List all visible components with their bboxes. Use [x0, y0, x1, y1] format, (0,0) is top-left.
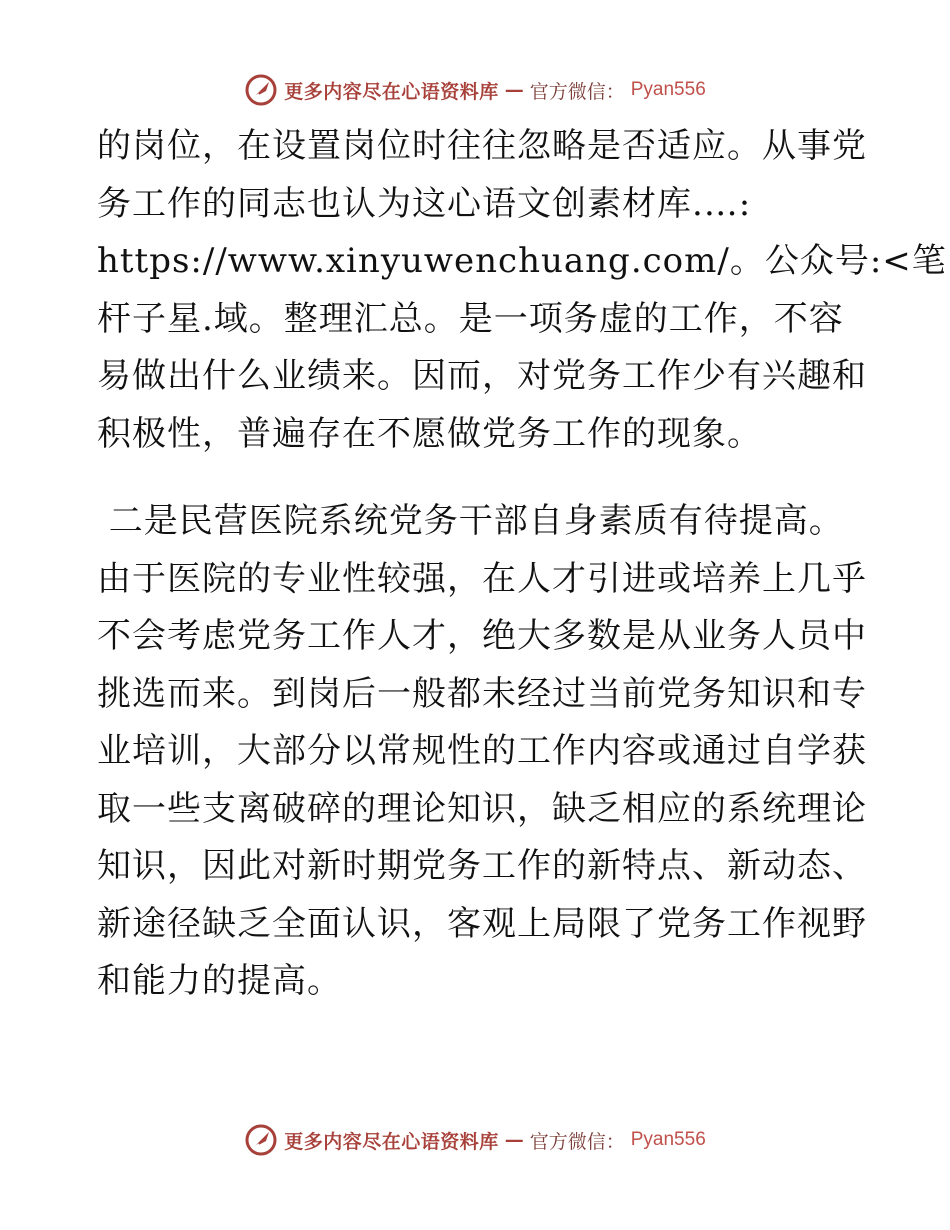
header-banner: [0, 70, 950, 110]
text-line: https://www.xinyuwenchuang.com/。公众号:<笔: [97, 241, 947, 281]
quill-pen-circle-icon: [244, 73, 278, 107]
banner-title: 更多内容尽在心语资料库: [284, 1130, 499, 1153]
text-line: 业培训，大部分以常规性的工作内容或通过自学获: [97, 731, 867, 771]
text-line: 和能力的提高。: [97, 961, 342, 1001]
banner-separator: —: [504, 1129, 524, 1151]
text-line: 不会考虑党务工作人才，绝大多数是从业务人员中: [97, 616, 867, 656]
text-line: 取一些支离破碎的理论知识，缺乏相应的系统理论: [97, 788, 867, 829]
banner-wechat-label: 官方微信：: [529, 1130, 625, 1153]
banner-wechat-id: Pyan556: [630, 1129, 706, 1150]
text-line: 的岗位，在设置岗位时往往忽略是否适应。从事党: [97, 126, 867, 166]
text-line: 挑选而来。到岗后一般都未经过当前党务知识和专: [97, 673, 867, 714]
text-line: 务工作的同志也认为这心语文创素材库.…:: [97, 183, 752, 224]
quill-pen-circle-icon: [244, 1123, 278, 1157]
banner-title: 更多内容尽在心语资料库: [284, 80, 499, 103]
paragraph-2: [97, 493, 867, 1011]
text-line: 杆子星.域。整理汇总。是一项务虚的工作，不容: [97, 298, 844, 339]
footer-banner: [0, 1120, 950, 1160]
document-body: [97, 118, 947, 1011]
text-line: 知识，因此对新时期党务工作的新特点、新动态、: [97, 846, 867, 886]
text-line: 新途径缺乏全面认识，客观上局限了党务工作视野: [97, 903, 867, 944]
text-line: 二是民营医院系统党务干部自身素质有待提高。: [97, 501, 844, 541]
paragraph-1: [97, 118, 947, 463]
banner-wechat-id: Pyan556: [630, 79, 706, 100]
banner-separator: —: [504, 79, 524, 101]
text-line: 由于医院的专业性较强，在人才引进或培养上几乎: [97, 558, 867, 599]
text-line: 积极性，普遍存在不愿做党务工作的现象。: [97, 413, 762, 454]
paragraph-gap: [97, 463, 857, 493]
text-line: 易做出什么业绩来。因而，对党务工作少有兴趣和: [97, 356, 867, 396]
banner-wechat-label: 官方微信：: [529, 80, 625, 103]
